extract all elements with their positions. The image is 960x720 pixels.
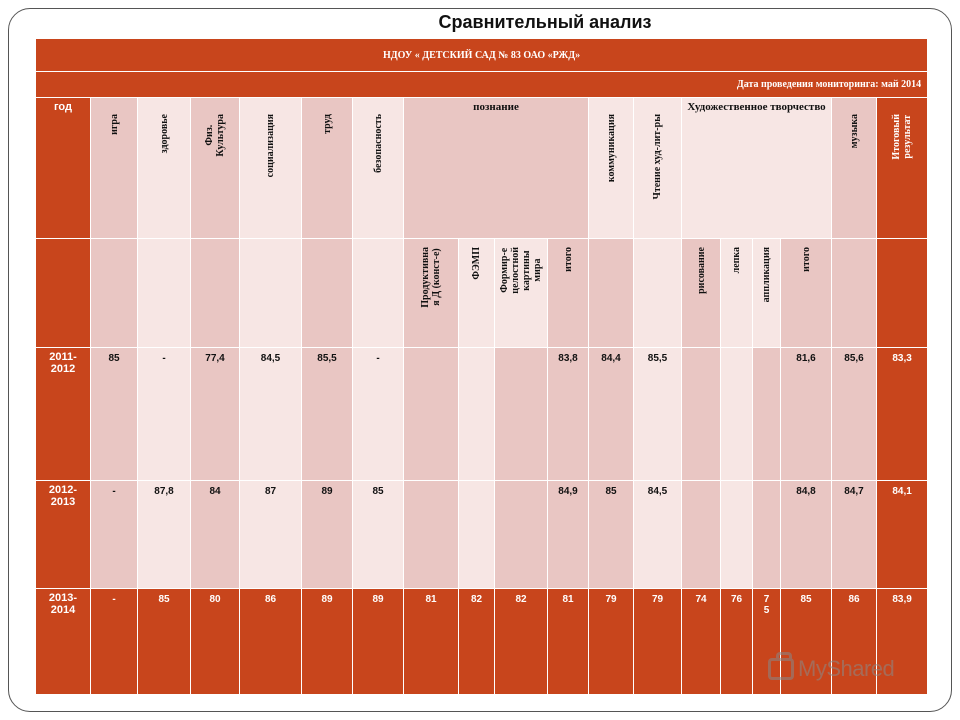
table-cell: 82 <box>459 589 495 695</box>
header-bezop: безопасность <box>353 98 404 239</box>
table-cell: - <box>91 589 138 695</box>
header-year: год <box>36 98 91 239</box>
header-trud: труд <box>302 98 353 239</box>
table-cell: 84,8 <box>781 481 832 589</box>
subheader-itogo-hud: итого <box>781 239 832 348</box>
header-itog: Итоговый результат <box>877 98 928 239</box>
row-year: 2013- 2014 <box>36 589 91 695</box>
table-cell: 84,5 <box>240 348 302 481</box>
table-cell: - <box>353 348 404 481</box>
table-cell: 84 <box>191 481 240 589</box>
subheader-femp: ФЭМП <box>459 239 495 348</box>
table-cell <box>495 348 548 481</box>
table-cell: 85 <box>91 348 138 481</box>
header-poznanie: познание <box>404 98 589 239</box>
table-cell: 85,5 <box>302 348 353 481</box>
header-fiz: Физ. Культура <box>191 98 240 239</box>
header-kommunik: коммуникация <box>589 98 634 239</box>
table-cell: 77,4 <box>191 348 240 481</box>
org-banner: НДОУ « ДЕТСКИЙ САД № 83 ОАО «РЖД» <box>36 39 928 72</box>
row-year: 2011- 2012 <box>36 348 91 481</box>
table-cell: 81 <box>548 589 589 695</box>
header-muzyka: музыка <box>832 98 877 239</box>
table-row <box>36 481 928 589</box>
table-cell <box>753 348 781 481</box>
table-cell: 85 <box>353 481 404 589</box>
comparison-table-wrap <box>35 38 928 695</box>
subheader-applik: аппликация <box>753 239 781 348</box>
row-year: 2012- 2013 <box>36 481 91 589</box>
subheader-itogo-pozn: итого <box>548 239 589 348</box>
table-cell: 85,5 <box>634 348 682 481</box>
monitoring-date: Дата проведения мониторинга: май 2014 <box>36 72 928 98</box>
table-cell: 74 <box>682 589 721 695</box>
table-cell: 89 <box>353 589 404 695</box>
comparison-table <box>35 38 928 695</box>
table-cell: 76 <box>721 589 753 695</box>
table-cell: 86 <box>240 589 302 695</box>
table-cell: 84,4 <box>589 348 634 481</box>
subheader-produkt: Продуктивна я Д (конст-е) <box>404 239 459 348</box>
table-cell: 81,6 <box>781 348 832 481</box>
table-cell <box>404 348 459 481</box>
slide-title: Сравнительный анализ <box>438 12 652 32</box>
table-cell: - <box>91 481 138 589</box>
table-cell: 83,9 <box>877 589 928 695</box>
table-cell: 83,8 <box>548 348 589 481</box>
table-cell: 80 <box>191 589 240 695</box>
table-cell: 7 5 <box>753 589 781 695</box>
table-cell: 85,6 <box>832 348 877 481</box>
table-cell: 87 <box>240 481 302 589</box>
header-hudozh: Художественное творчество <box>682 98 832 239</box>
table-cell <box>682 481 721 589</box>
table-cell: 86 <box>832 589 877 695</box>
subheader-risovanie: рисование <box>682 239 721 348</box>
table-cell: 84,1 <box>877 481 928 589</box>
table-cell: 84,9 <box>548 481 589 589</box>
header-zdorovie: здоровье <box>138 98 191 239</box>
table-row <box>36 348 928 481</box>
table-cell <box>682 348 721 481</box>
watermark-text: MyShared <box>798 656 895 681</box>
table-cell: 82 <box>495 589 548 695</box>
subheader-formir: Формир-е целостной картины мира <box>495 239 548 348</box>
briefcase-icon <box>768 658 794 680</box>
table-cell: 79 <box>589 589 634 695</box>
table-cell: 87,8 <box>138 481 191 589</box>
subheader-lepka: лепка <box>721 239 753 348</box>
table-cell: 85 <box>781 589 832 695</box>
header-chtenie: Чтение худ-лит-ры <box>634 98 682 239</box>
table-cell <box>495 481 548 589</box>
watermark <box>768 656 894 682</box>
table-cell: - <box>138 348 191 481</box>
table-cell: 85 <box>589 481 634 589</box>
header-igra: игра <box>91 98 138 239</box>
table-cell: 81 <box>404 589 459 695</box>
table-cell: 79 <box>634 589 682 695</box>
table-cell <box>459 348 495 481</box>
table-cell <box>721 481 753 589</box>
table-cell: 89 <box>302 481 353 589</box>
table-cell: 84,5 <box>634 481 682 589</box>
table-cell <box>753 481 781 589</box>
table-cell: 85 <box>138 589 191 695</box>
table-cell <box>404 481 459 589</box>
table-cell: 89 <box>302 589 353 695</box>
table-cell: 84,7 <box>832 481 877 589</box>
table-cell <box>459 481 495 589</box>
table-cell: 83,3 <box>877 348 928 481</box>
table-cell <box>721 348 753 481</box>
header-socializ: социализация <box>240 98 302 239</box>
